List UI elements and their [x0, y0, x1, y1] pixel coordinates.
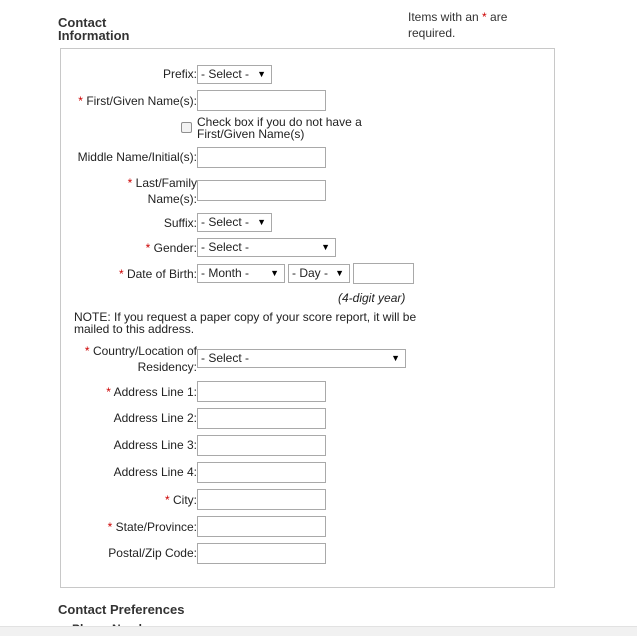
first-name-label: * First/Given Name(s):: [78, 94, 197, 108]
prefix-select[interactable]: [197, 65, 272, 84]
required-star-icon: *: [78, 94, 83, 108]
middle-name-input[interactable]: [197, 147, 326, 168]
dob-year-input[interactable]: [353, 263, 414, 284]
dob-day-select[interactable]: [288, 264, 350, 283]
country-selected-value: - Select -: [201, 351, 250, 365]
triangle-down-icon: ▼: [391, 353, 400, 363]
dob-month-value: - Month -: [201, 266, 250, 280]
triangle-down-icon: ▼: [321, 242, 330, 252]
postal-label: Postal/Zip Code:: [108, 546, 197, 560]
last-name-label: * Last/Family Name(s):: [127, 176, 197, 206]
dob-day-value: - Day -: [292, 266, 328, 280]
paper-copy-note: NOTE: If you request a paper copy of your score report, it will be mailed to this address.: [74, 310, 417, 336]
country-select[interactable]: [197, 349, 406, 368]
dob-label: * Date of Birth:: [118, 267, 197, 281]
no-first-name-checkbox[interactable]: [181, 122, 192, 133]
contact-information-title: [58, 16, 130, 42]
contact-title-line2: Information: [58, 28, 130, 43]
city-input[interactable]: [197, 489, 326, 510]
required-note-text-post: are: [486, 10, 508, 24]
prefix-label: Prefix:: [162, 67, 197, 81]
required-items-note: [408, 9, 507, 41]
gender-selected-value: - Select -: [201, 240, 250, 254]
suffix-label: Suffix:: [163, 216, 197, 230]
address3-label: Address Line 3:: [113, 438, 197, 452]
address1-input[interactable]: [197, 381, 326, 402]
middle-name-label: Middle Name/Initial(s):: [77, 150, 197, 164]
triangle-down-icon: ▼: [270, 268, 279, 278]
prefix-selected-value: - Select -: [201, 67, 250, 81]
required-star-icon: *: [118, 267, 124, 281]
no-first-name-checkbox-label: Check box if you do not have a First/Given Name(s): [197, 115, 362, 141]
postal-input[interactable]: [197, 543, 326, 564]
last-name-input[interactable]: [197, 180, 326, 201]
suffix-selected-value: - Select -: [201, 215, 250, 229]
required-star-icon: *: [145, 241, 151, 255]
required-star-icon: *: [107, 520, 113, 534]
required-star-icon: *: [127, 176, 133, 190]
address2-input[interactable]: [197, 408, 326, 429]
dob-year-hint: (4-digit year): [338, 291, 406, 305]
required-note-text: Items with an: [408, 10, 483, 24]
state-input[interactable]: [197, 516, 326, 537]
address4-label: Address Line 4:: [113, 465, 197, 479]
gender-label: * Gender:: [145, 241, 197, 255]
required-star-icon: *: [164, 493, 170, 507]
city-label: * City:: [164, 493, 197, 507]
address4-input[interactable]: [197, 462, 326, 483]
contact-title-line1: Contact: [58, 15, 107, 30]
gender-select[interactable]: [197, 238, 336, 257]
triangle-down-icon: ▼: [257, 69, 266, 79]
country-label: * Country/Location of Residency:: [84, 344, 197, 374]
state-label: * State/Province:: [107, 520, 197, 534]
required-star-icon: *: [84, 344, 90, 358]
triangle-down-icon: ▼: [257, 217, 266, 227]
address1-label: * Address Line 1:: [106, 385, 197, 399]
address2-label: Address Line 2:: [113, 411, 197, 425]
suffix-select[interactable]: [197, 213, 272, 232]
triangle-down-icon: ▼: [335, 268, 344, 278]
contact-preferences-title: Contact Preferences: [58, 602, 185, 617]
required-note-line2: required.: [408, 26, 456, 40]
required-star-icon: *: [482, 10, 487, 24]
address3-input[interactable]: [197, 435, 326, 456]
first-name-input[interactable]: [197, 90, 326, 111]
required-star-icon: *: [106, 385, 111, 399]
dob-month-select[interactable]: [197, 264, 285, 283]
